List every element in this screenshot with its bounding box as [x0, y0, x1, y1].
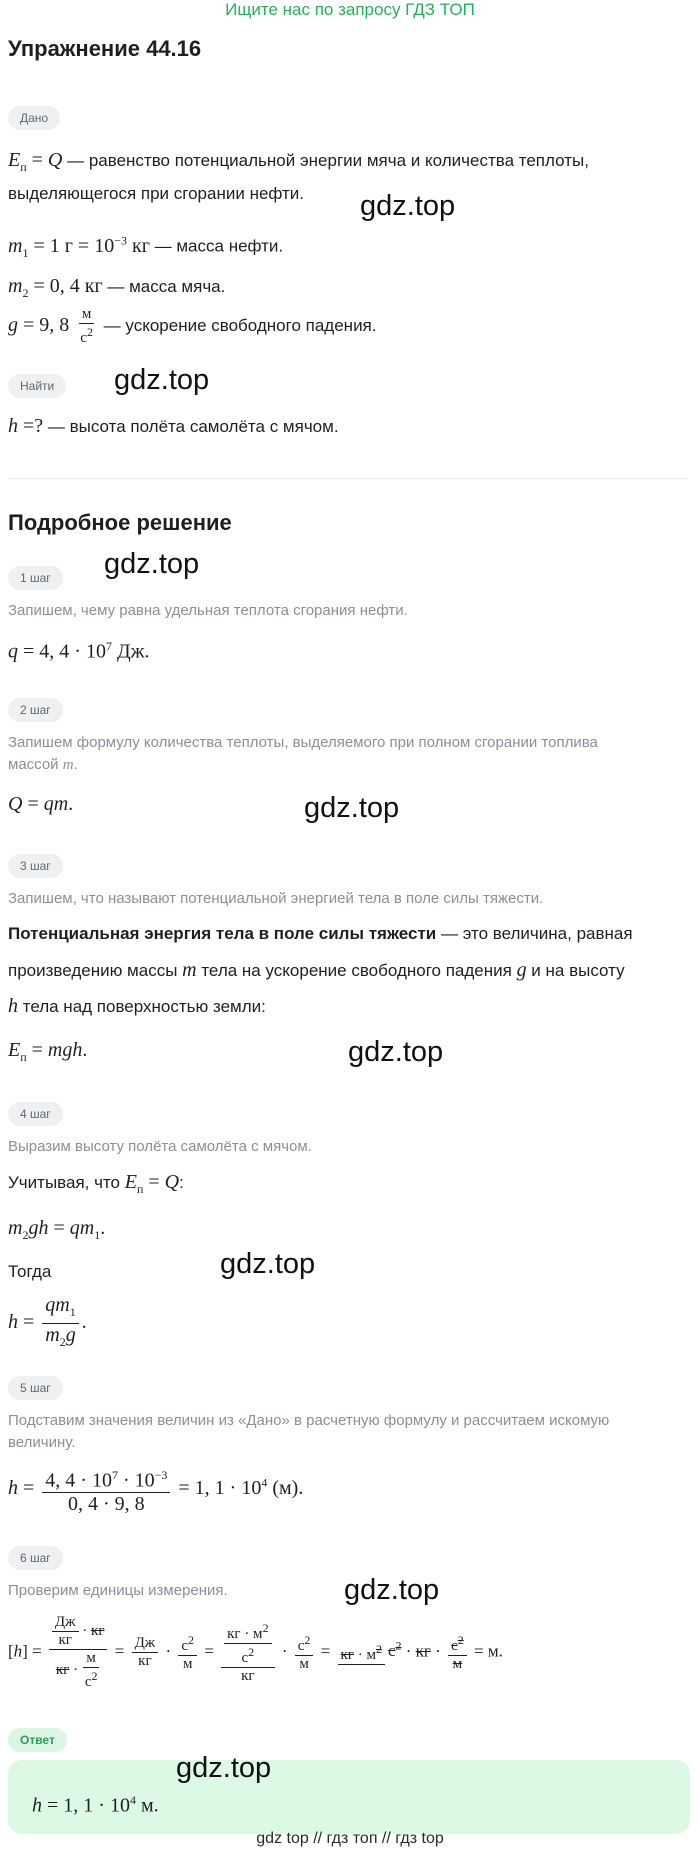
definition-text-2b: тела на ускорение свободного падения	[196, 961, 517, 980]
section-divider	[8, 478, 688, 479]
definition-text-2a: произведению массы	[8, 961, 183, 980]
step-5-desc-2: величину.	[8, 1434, 76, 1451]
given-badge: Дано	[8, 106, 60, 130]
given-line-1-text: — равенство потенциальной энергии мяча и количества теплоты,	[62, 151, 589, 170]
search-banner[interactable]: Ищите нас по запросу ГДЗ ТОП	[225, 0, 475, 19]
watermark: gdz.top	[104, 548, 200, 580]
watermark: gdz.top	[176, 1752, 272, 1784]
formula-h-calculation: h = $\frac{4, 4 \cdot 10^7 \cdot 10^{-3}}{0, 4 \cdot 9, 8}$ = 1, $1 \cdot 10^4$ (м).	[8, 1464, 303, 1515]
step-4-considering: Учитывая, что $E_п = Q$:	[8, 1171, 184, 1196]
watermark: gdz.top	[344, 1574, 440, 1606]
considering-colon: :	[179, 1173, 184, 1192]
definition-term: Потенциальная энергия тела в поле силы тяжести	[8, 924, 437, 943]
definition-text-3: тела над поверхностью земли:	[18, 997, 266, 1016]
step-1-desc: Запишем, чему равна удельная теплота сгорания нефти.	[8, 602, 408, 619]
step-4-then: Тогда	[8, 1262, 52, 1281]
given-m2	[8, 272, 225, 307]
formula-h-unknown: h =?	[8, 415, 44, 437]
step-2-badge: 2 шаг	[8, 698, 63, 722]
given-m1-text: — масса нефти.	[149, 236, 284, 256]
formula-units-check: [h] = $\frac{Дж}{кг}$ · кг кг · $\frac{м}{с^2}$ = $\frac{Дж}{кг}$ · $\frac{с^2}{м}$ = $\frac{\frac{кг \cdot м^2}{с^2}}{кг}$ · $\frac{с^2}{м}$ = кг · $м^2$ $с^2$ · кг · $\frac{с^2}{м}$ = м.	[8, 1614, 503, 1690]
page-title: Упражнение 44.16	[8, 36, 202, 61]
given-line-2: выделяющегося при сгорании нефти.	[8, 184, 305, 203]
step-4-desc: Выразим высоту полёта самолёта с мячом.	[8, 1138, 312, 1155]
footer-links[interactable]: gdz top // гдз топ // гдз top	[256, 1830, 444, 1847]
formula-Q-qm: Q = qm.	[8, 793, 74, 815]
find-line	[8, 412, 339, 440]
formula-h-expression: h = $\frac{qm_1}{m_2g}$ .	[8, 1294, 87, 1349]
given-m2-text: — масса мяча.	[102, 277, 226, 296]
definition-text-2c: и на высоту	[526, 961, 625, 980]
watermark: gdz.top	[360, 190, 456, 222]
formula-q-value: q = 4, $4 \cdot 10^7$ Дж.	[8, 639, 150, 663]
solution-title: Подробное решение	[8, 510, 232, 535]
step-5-badge: 5 шаг	[8, 1376, 63, 1400]
given-g	[8, 306, 377, 347]
step-4-badge: 4 шаг	[8, 1102, 63, 1126]
step-3-definition-line-2: произведению массы m тела на ускорение свободного падения g и на высоту	[8, 959, 625, 981]
step-6-desc: Проверим единицы измерения.	[8, 1582, 228, 1599]
step-5-desc: Подставим значения величин из «Дано» в расчетную формулу и рассчитаем искомую	[8, 1412, 610, 1429]
watermark: gdz.top	[220, 1248, 316, 1280]
formula-m2gh: $m_2gh = qm_1$.	[8, 1217, 106, 1242]
step-1-badge: 1 шаг	[8, 566, 63, 590]
watermark: gdz.top	[304, 792, 400, 824]
step-3-definition-line-1	[8, 922, 633, 946]
formula-Ep-mgh: $E_п$ = mgh.	[8, 1039, 88, 1064]
step-2-desc: Запишем формулу количества теплоты, выделяемого при полном сгорании топлива	[8, 734, 598, 751]
given-line-1	[8, 146, 589, 181]
definition-text-1: — это величина, равная	[436, 924, 633, 943]
given-m1	[8, 226, 283, 267]
step-2-desc-2-text: массой	[8, 756, 63, 773]
formula-answer: h = 1, $1 \cdot 10^4$ м.	[32, 1793, 159, 1817]
formula-energy-eq: $E_п = Q$	[8, 149, 63, 174]
considering-text: Учитывая, что	[8, 1173, 125, 1192]
given-g-text: — ускорение свободного падения.	[98, 316, 377, 336]
step-3-desc: Запишем, что называют потенциальной энергией тела в поле силы тяжести.	[8, 890, 544, 907]
step-6-badge: 6 шаг	[8, 1546, 63, 1570]
step-3-badge: 3 шаг	[8, 854, 63, 878]
find-text: — высота полёта самолёта с мячом.	[43, 417, 339, 436]
watermark: gdz.top	[114, 364, 210, 396]
step-3-definition-line-3: h тела над поверхностью земли:	[8, 995, 266, 1017]
find-badge: Найти	[8, 374, 66, 398]
step-2-desc-2: массой m.	[8, 756, 78, 773]
watermark: gdz.top	[348, 1036, 444, 1068]
formula-m1: $m_1 = 1$ $г = 10^{-3}$ кг	[8, 233, 150, 260]
answer-badge: Ответ	[8, 1728, 67, 1752]
formula-m2: $m_2 = 0$, 4 кг	[8, 275, 103, 300]
formula-g: g = 9, 8 $\frac{м}{с^2}$	[8, 306, 93, 346]
